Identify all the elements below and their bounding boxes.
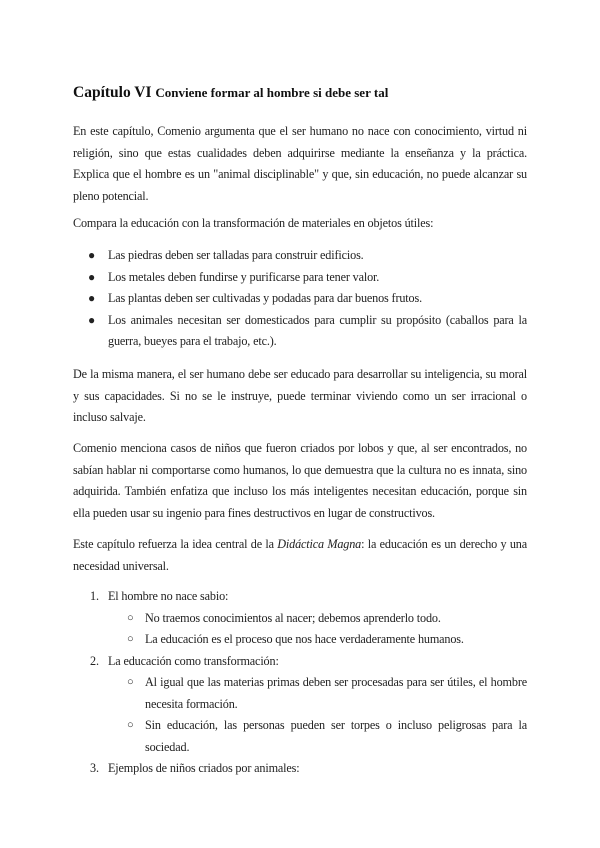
bullet-item [73, 288, 527, 310]
circle-bullet-icon: ○ [127, 676, 134, 688]
reinforce-after: : la educación es un derecho y una necesidad universal. [73, 537, 527, 573]
materials-bullet-list [73, 245, 527, 353]
chapter-title [73, 83, 533, 103]
circle-bullet-icon: ○ [127, 719, 134, 731]
item-number: 3. [90, 761, 99, 775]
reinforce-paragraph [73, 534, 527, 577]
chapter-subtitle: Conviene formar al hombre si debe ser tal [155, 85, 389, 100]
bullet-item [73, 267, 527, 289]
numbered-item-label: El hombre no nace sabio: [108, 589, 229, 603]
bullet-icon: ● [88, 291, 96, 305]
chapter-number: Capítulo VI [73, 84, 152, 101]
sub-item [108, 629, 527, 651]
bullet-text: Los animales necesitan ser domesticados para cumplir su propósito (caballos para la guerra, bueyes para el trabajo, etc.). [108, 312, 527, 348]
item-number: 2. [90, 653, 99, 668]
bullet-icon: ● [88, 248, 96, 262]
numbered-item [73, 586, 527, 651]
bullet-item [73, 245, 527, 267]
bullet-text: Los metales deben fundirse y purificarse para tener valor. [108, 269, 380, 284]
bullet-icon: ● [88, 312, 96, 327]
sub-item [108, 672, 527, 715]
book-title: Didáctica Magna [277, 537, 362, 551]
sub-item-text: No traemos conocimientos al nacer; debemos aprenderlo todo. [145, 610, 441, 625]
sub-item [108, 608, 527, 630]
compare-paragraph: Compara la educación con la transformación de materiales en objetos útiles: [73, 216, 434, 230]
sub-item [108, 715, 527, 758]
item-number: 1. [90, 589, 99, 603]
circle-bullet-icon: ○ [127, 611, 134, 624]
same-way-paragraph: De la misma manera, el ser humano debe ser educado para desarrollar su inteligencia, su moral y sus capacidades. Si no se le instruye, puede terminar viviendo como un ser irracional o incluso salvaje. [73, 367, 527, 424]
bullet-text: Las plantas deben ser cultivadas y podadas para dar buenos frutos. [108, 291, 422, 305]
sub-item-text: Sin educación, las personas pueden ser torpes o incluso peligrosas para la sociedad. [145, 718, 527, 754]
numbered-item [73, 651, 527, 759]
summary-numbered-list [73, 586, 527, 780]
bullet-item [73, 310, 527, 353]
cases-paragraph: Comenio menciona casos de niños que fueron criados por lobos y que, al ser encontrados, no sabían hablar ni comportarse como humanos, lo que demuestra que la cultura no es innata, sino adquirida. También enfatiza que incluso los más inteligentes necesitan educación, porque sin ella pueden usar su ingenio para fines destructivos en lugar de constructivos. [73, 441, 527, 520]
bullet-icon: ● [88, 269, 96, 284]
sub-item-text: La educación es el proceso que nos hace verdaderamente humanos. [145, 632, 464, 646]
numbered-item [73, 758, 527, 780]
numbered-item-label: Ejemplos de niños criados por animales: [108, 761, 300, 775]
sub-item-text: Al igual que las materias primas deben ser procesadas para ser útiles, el hombre necesita formación. [145, 675, 527, 711]
sub-list [108, 672, 527, 758]
bullet-text: Las piedras deben ser talladas para construir edificios. [108, 248, 364, 262]
numbered-item-label: La educación como transformación: [108, 653, 279, 668]
sub-list [108, 608, 527, 651]
circle-bullet-icon: ○ [127, 633, 134, 645]
intro-paragraph: En este capítulo, Comenio argumenta que el ser humano no nace con conocimiento, virtud ni religión, sino que estas cualidades deben adquirirse mediante la enseñanza y la práctica. Explica que el hombre es un "animal disciplinable" y que, sin educación, no puede alcanzar su pleno potencial. [73, 124, 527, 203]
reinforce-before: Este capítulo refuerza la idea central de la [73, 537, 278, 551]
